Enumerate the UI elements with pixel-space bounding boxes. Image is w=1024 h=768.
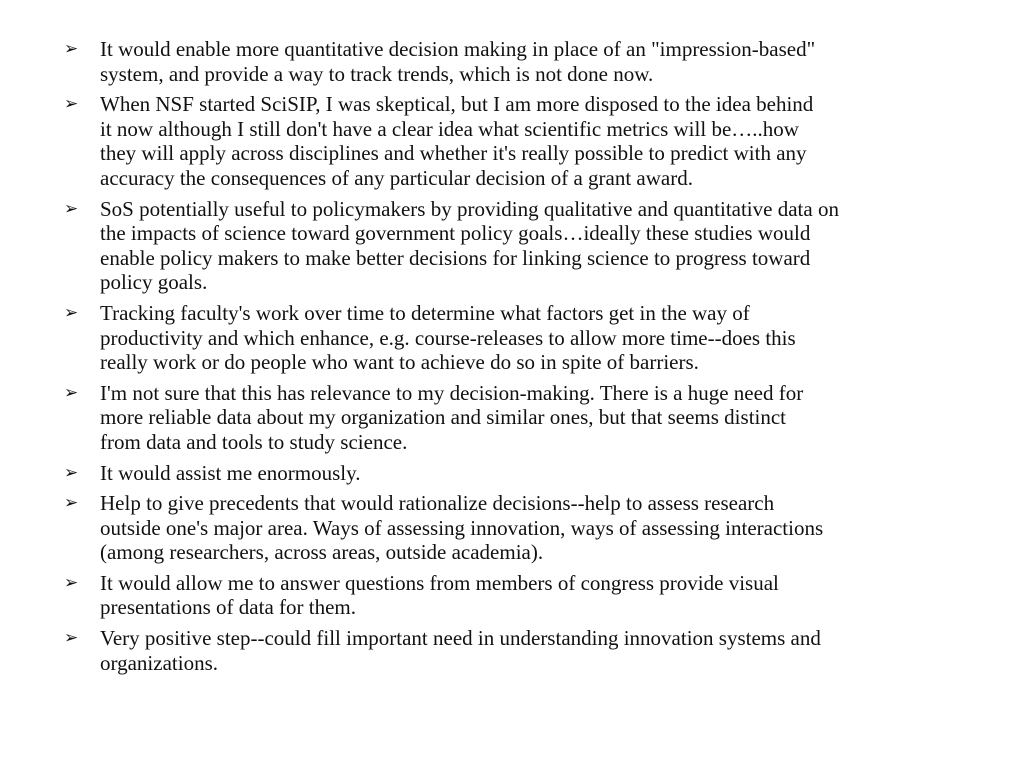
list-item-text-line: enable policy makers to make better decisions for linking science to progress toward — [100, 245, 811, 270]
list-item-text-line: outside one's major area. Ways of assessing innovation, ways of assessing interactions — [100, 515, 824, 540]
list-item-text-line: it now although I still don't have a clear idea what scientific metrics will be…..how — [100, 116, 799, 141]
list-item-text-line: more reliable data about my organization and similar ones, but that seems distinct — [100, 405, 787, 430]
list-item-text-line: accuracy the consequences of any particular decision of a grant award. — [100, 165, 693, 190]
arrowhead-bullet-icon: ➢ — [64, 198, 79, 219]
arrowhead-bullet-icon: ➢ — [64, 382, 79, 403]
list-item-text-line: policy goals. — [100, 270, 208, 295]
list-item-text-line: It would allow me to answer questions from members of congress provide visual — [100, 570, 779, 595]
list-item-text-line: It would assist me enormously. — [100, 460, 361, 485]
list-item — [0, 461, 1024, 486]
bullet-list — [0, 37, 1024, 681]
list-item-text-line: system, and provide a way to track trends, which is not done now. — [100, 61, 654, 86]
arrowhead-bullet-icon: ➢ — [64, 628, 79, 649]
list-item-text-line: from data and tools to study science. — [100, 429, 408, 454]
arrowhead-bullet-icon: ➢ — [64, 462, 79, 483]
list-item-text-line: really work or do people who want to achieve do so in spite of barriers. — [100, 350, 699, 375]
list-item — [0, 197, 1024, 295]
list-item-text-line: Tracking faculty's work over time to determine what factors get in the way of — [100, 300, 750, 325]
arrowhead-bullet-icon: ➢ — [64, 39, 79, 59]
list-item — [0, 626, 1024, 675]
list-item-text-line: I'm not sure that this has relevance to my decision-making. There is a huge need for — [100, 380, 804, 405]
arrowhead-bullet-icon: ➢ — [64, 302, 79, 323]
list-item — [0, 301, 1024, 375]
list-item-text-line: presentations of data for them. — [100, 595, 356, 620]
list-item-text-line: Very positive step--could fill important need in understanding innovation systems and — [100, 626, 821, 651]
list-item-text-line: It would enable more quantitative decision making in place of an "impression-based" — [100, 37, 816, 61]
list-item-text-line: the impacts of science toward government policy goals…ideally these studies would — [100, 221, 811, 246]
arrowhead-bullet-icon: ➢ — [64, 94, 79, 115]
list-item-text-line: Help to give precedents that would rationalize decisions--help to assess research — [100, 491, 775, 516]
list-item-text-line: they will apply across disciplines and whether it's really possible to predict with any — [100, 141, 807, 166]
list-item-text-line: productivity and which enhance, e.g. course-releases to allow more time--does this — [100, 325, 796, 350]
list-item — [0, 491, 1024, 565]
list-item-text-line: (among researchers, across areas, outside academia). — [100, 540, 544, 565]
list-item-text-line: When NSF started SciSIP, I was skeptical, but I am more disposed to the idea behind — [100, 92, 814, 117]
list-item — [0, 92, 1024, 190]
list-item — [0, 571, 1024, 620]
list-item — [0, 381, 1024, 455]
list-item-text-line: SoS potentially useful to policymakers by providing qualitative and quantitative data on — [100, 196, 839, 221]
list-item-text-line: organizations. — [100, 650, 219, 675]
arrowhead-bullet-icon: ➢ — [64, 572, 79, 593]
arrowhead-bullet-icon: ➢ — [64, 493, 79, 514]
list-item — [0, 37, 1024, 86]
